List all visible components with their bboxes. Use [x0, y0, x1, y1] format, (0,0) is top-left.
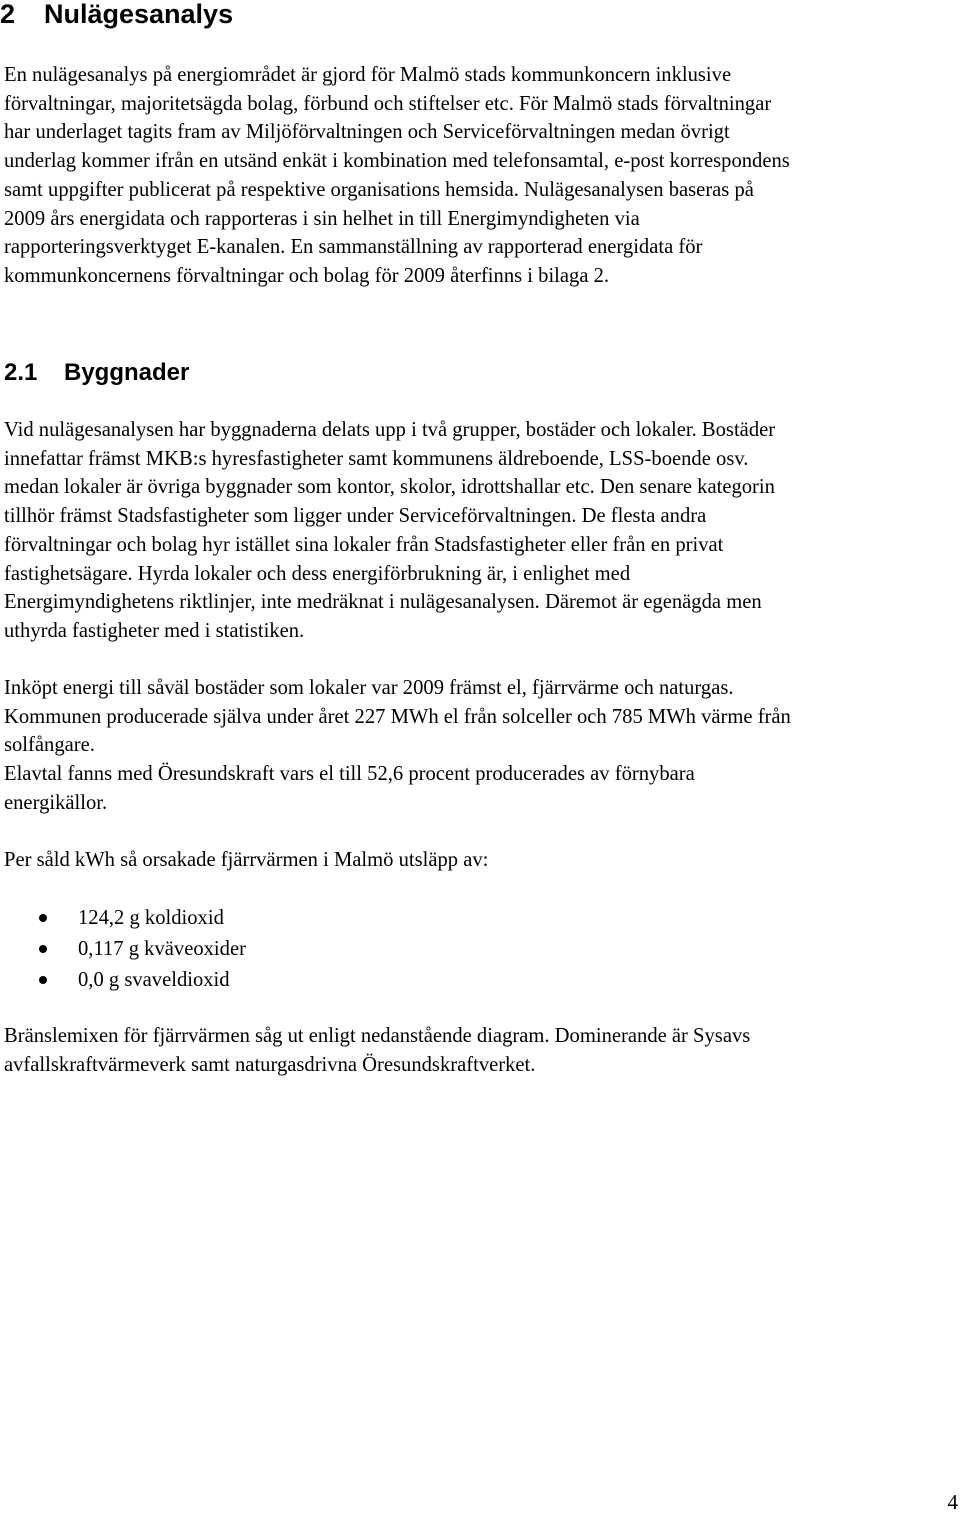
text-line: energikällor. [4, 791, 108, 814]
text-line: uthyrda fastigheter med i statistiken. [4, 619, 305, 642]
emissions-list [0, 903, 246, 996]
text-line: tillhör främst Stadsfastigheter som ligger under Serviceförvaltningen. De flesta andra [4, 505, 707, 528]
text-line: innefattar främst MKB:s hyresfastigheter samt kommunens äldreboende, LSS-boende osv. [4, 447, 749, 470]
page-number: 4 [947, 1490, 958, 1514]
section-heading [0, 0, 233, 30]
text-line: Vid nulägesanalysen har byggnaderna delats upp i två grupper, bostäder och lokaler. Bostäder [4, 419, 776, 441]
energy-paragraph [4, 674, 960, 818]
list-item-text: 0,117 g kväveoxider [78, 938, 246, 960]
text-line: En nulägesanalys på energiområdet är gjord för Malmö stads kommunkoncern inklusive [4, 64, 732, 86]
list-item [0, 903, 246, 934]
text-line: förvaltningar och bolag hyr istället sina lokaler från Stadsfastigheter eller från en privat [4, 533, 724, 556]
subsection-number: 2.1 [4, 359, 38, 386]
text-line: Energimyndighetens riktlinjer, inte medräknat i nulägesanalysen. Däremot är egenägda men [4, 591, 762, 614]
bullet-icon [39, 914, 47, 922]
list-item-text: 0,0 g svaveldioxid [78, 969, 230, 991]
text-line: avfallskraftvärmeverk samt naturgasdrivna Öresundskraftverket. [4, 1053, 536, 1076]
text-line: förvaltningar, majoritetsägda bolag, förbund och stiftelser etc. För Malmö stads förvaltningar [4, 92, 772, 115]
list-item [0, 934, 246, 965]
list-item [0, 965, 246, 996]
text-line: Bränslemixen för fjärrvärmen såg ut enligt nedanstående diagram. Dominerande är Sysavs [4, 1025, 751, 1047]
intro-paragraph [4, 61, 960, 291]
emissions-intro [4, 846, 960, 875]
text-line: har underlaget tagits fram av Miljöförvaltningen och Serviceförvaltningen medan övrigt [4, 121, 730, 144]
text-line: medan lokaler är övriga byggnader som kontor, skolor, idrottshallar etc. Den senare kategorin [4, 476, 775, 499]
list-item-text: 124,2 g koldioxid [78, 907, 224, 929]
text-line: fastighetsägare. Hyrda lokaler och dess energiförbrukning är, i enlighet med [4, 562, 631, 585]
bullet-icon [39, 945, 47, 953]
buildings-paragraph [4, 416, 960, 646]
text-line: Inköpt energi till såväl bostäder som lokaler var 2009 främst el, fjärrvärme och naturgas. [4, 677, 734, 699]
subsection-title: Byggnader [64, 359, 190, 386]
text-line: Per såld kWh så orsakade fjärrvärmen i Malmö utsläpp av: [4, 849, 489, 871]
bullet-icon [39, 976, 47, 984]
section-number: 2 [0, 0, 16, 29]
text-line: rapporteringsverktyget E-kanalen. En sammanställning av rapporterad energidata för [4, 236, 703, 259]
fuel-mix-paragraph [4, 1022, 960, 1079]
text-line: Kommunen producerade själva under året 227 MWh el från solceller och 785 MWh värme från [4, 705, 791, 728]
subsection-heading [4, 358, 189, 388]
text-line: underlag kommer ifrån en utsänd enkät i kombination med telefonsamtal, e-post korrespondens [4, 150, 790, 173]
section-title: Nulägesanalys [44, 0, 234, 29]
text-line: 2009 års energidata och rapporteras i sin helhet in till Energimyndigheten via [4, 207, 640, 230]
text-line: solfångare. [4, 734, 95, 757]
text-line: samt uppgifter publicerat på respektive organisations hemsida. Nulägesanalysen baseras på [4, 178, 754, 201]
text-line: Elavtal fanns med Öresundskraft vars el till 52,6 procent producerades av förnybara [4, 763, 695, 786]
text-line: kommunkoncernens förvaltningar och bolag för 2009 återfinns i bilaga 2. [4, 264, 610, 287]
